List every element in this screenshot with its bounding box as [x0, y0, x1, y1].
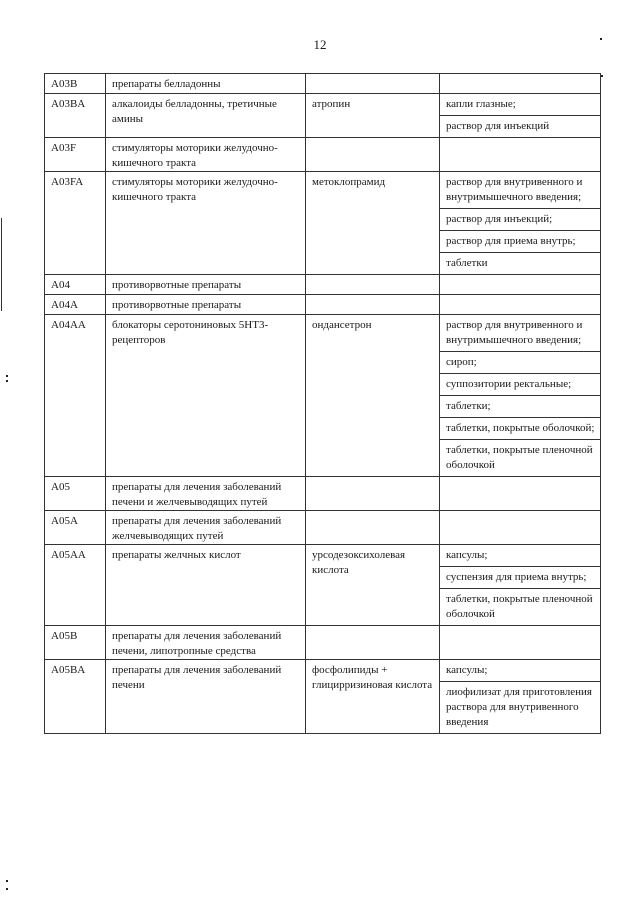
dosage-forms-cell [440, 477, 601, 511]
dosage-form-item: капсулы; [446, 549, 488, 561]
scan-mark [6, 888, 8, 890]
scan-mark [600, 38, 602, 40]
substance-cell: атропин [306, 94, 440, 138]
atc-code-cell: A03BA [45, 94, 106, 138]
dosage-forms-cell [440, 94, 601, 138]
dosage-form-item: сироп; [440, 351, 601, 373]
table-row [45, 74, 601, 94]
table-row [45, 626, 601, 660]
table-row [45, 511, 601, 545]
dosage-forms-cell [440, 315, 601, 477]
dosage-form-item: капли глазные; [446, 98, 516, 110]
substance-cell [306, 295, 440, 315]
dosage-form-item: раствор для приема внутрь; [440, 230, 601, 252]
substance-cell: метоклопрамид [306, 172, 440, 275]
scan-mark [6, 375, 8, 377]
substance-cell: ондансетрон [306, 315, 440, 477]
atc-code-cell: A03F [45, 138, 106, 172]
dosage-form-item: таблетки [440, 252, 601, 274]
atc-code-cell: A04AA [45, 315, 106, 477]
margin-rule [1, 218, 2, 311]
table-row [45, 295, 601, 315]
dosage-form-item: суппозитории ректальные; [440, 373, 601, 395]
dosage-forms-cell [440, 275, 601, 295]
dosage-form-item: суспензия для приема внутрь; [440, 566, 601, 588]
table-row [45, 94, 601, 138]
table-row [45, 275, 601, 295]
atc-group-cell: блокаторы серотониновых 5HT3-рецепторов [106, 315, 306, 477]
atc-group-cell: препараты для лечения заболеваний печени [106, 660, 306, 734]
atc-code-cell: A05BA [45, 660, 106, 734]
atc-code-cell: A05B [45, 626, 106, 660]
atc-group-cell: препараты для лечения заболеваний печени и желчевыводящих путей [106, 477, 306, 511]
atc-group-cell: противорвотные препараты [106, 275, 306, 295]
dosage-form-item: раствор для внутривенного и внутримышечного введения; [446, 176, 583, 203]
substance-cell: урсодезоксихолевая кислота [306, 545, 440, 626]
atc-code-cell: A04A [45, 295, 106, 315]
atc-group-cell: противорвотные препараты [106, 295, 306, 315]
atc-code-cell: A03FA [45, 172, 106, 275]
dosage-forms-cell [440, 626, 601, 660]
dosage-forms-cell [440, 545, 601, 626]
dosage-form-item: раствор для внутривенного и внутримышечного введения; [446, 319, 583, 346]
table-row [45, 172, 601, 275]
dosage-forms-cell [440, 74, 601, 94]
atc-code-cell: A04 [45, 275, 106, 295]
atc-code-cell: A05AA [45, 545, 106, 626]
dosage-form-item: таблетки, покрытые пленочной оболочкой [440, 439, 601, 476]
table-row [45, 545, 601, 626]
substance-cell [306, 74, 440, 94]
atc-code-cell: A05 [45, 477, 106, 511]
dosage-form-item: таблетки, покрытые оболочкой; [440, 417, 601, 439]
atc-group-cell: алкалоиды белладонны, третичные амины [106, 94, 306, 138]
scan-mark [601, 75, 603, 77]
page-number: 12 [313, 37, 327, 52]
table-row [45, 138, 601, 172]
dosage-form-item: капсулы; [446, 664, 488, 676]
atc-group-cell: препараты для лечения заболеваний печени, липотропные средства [106, 626, 306, 660]
dosage-form-item: таблетки, покрытые пленочной оболочкой [440, 588, 601, 625]
substance-cell [306, 511, 440, 545]
scan-mark [6, 380, 8, 382]
substance-cell [306, 275, 440, 295]
atc-group-cell: препараты желчных кислот [106, 545, 306, 626]
atc-code-cell: A05A [45, 511, 106, 545]
dosage-form-item: раствор для инъекций; [440, 208, 601, 230]
scan-mark [6, 880, 8, 882]
dosage-form-item: таблетки; [440, 395, 601, 417]
substance-cell: фосфолипиды + глицирризиновая кислота [306, 660, 440, 734]
substance-cell [306, 138, 440, 172]
dosage-forms-cell [440, 511, 601, 545]
substance-cell [306, 477, 440, 511]
table-row [45, 660, 601, 734]
dosage-forms-cell [440, 138, 601, 172]
table-row [45, 477, 601, 511]
dosage-form-item: раствор для инъекций [440, 115, 601, 137]
drug-classification-table [44, 73, 601, 734]
atc-group-cell: препараты для лечения заболеваний желчевыводящих путей [106, 511, 306, 545]
atc-group-cell: препараты белладонны [106, 74, 306, 94]
dosage-forms-cell [440, 660, 601, 734]
table-row [45, 315, 601, 477]
atc-group-cell: стимуляторы моторики желудочно-кишечного тракта [106, 138, 306, 172]
dosage-forms-cell [440, 172, 601, 275]
atc-group-cell: стимуляторы моторики желудочно-кишечного тракта [106, 172, 306, 275]
atc-code-cell: A03B [45, 74, 106, 94]
table-body [45, 74, 601, 734]
dosage-form-item: лиофилизат для приготовления раствора для внутривенного введения [440, 681, 601, 733]
substance-cell [306, 626, 440, 660]
dosage-forms-cell [440, 295, 601, 315]
